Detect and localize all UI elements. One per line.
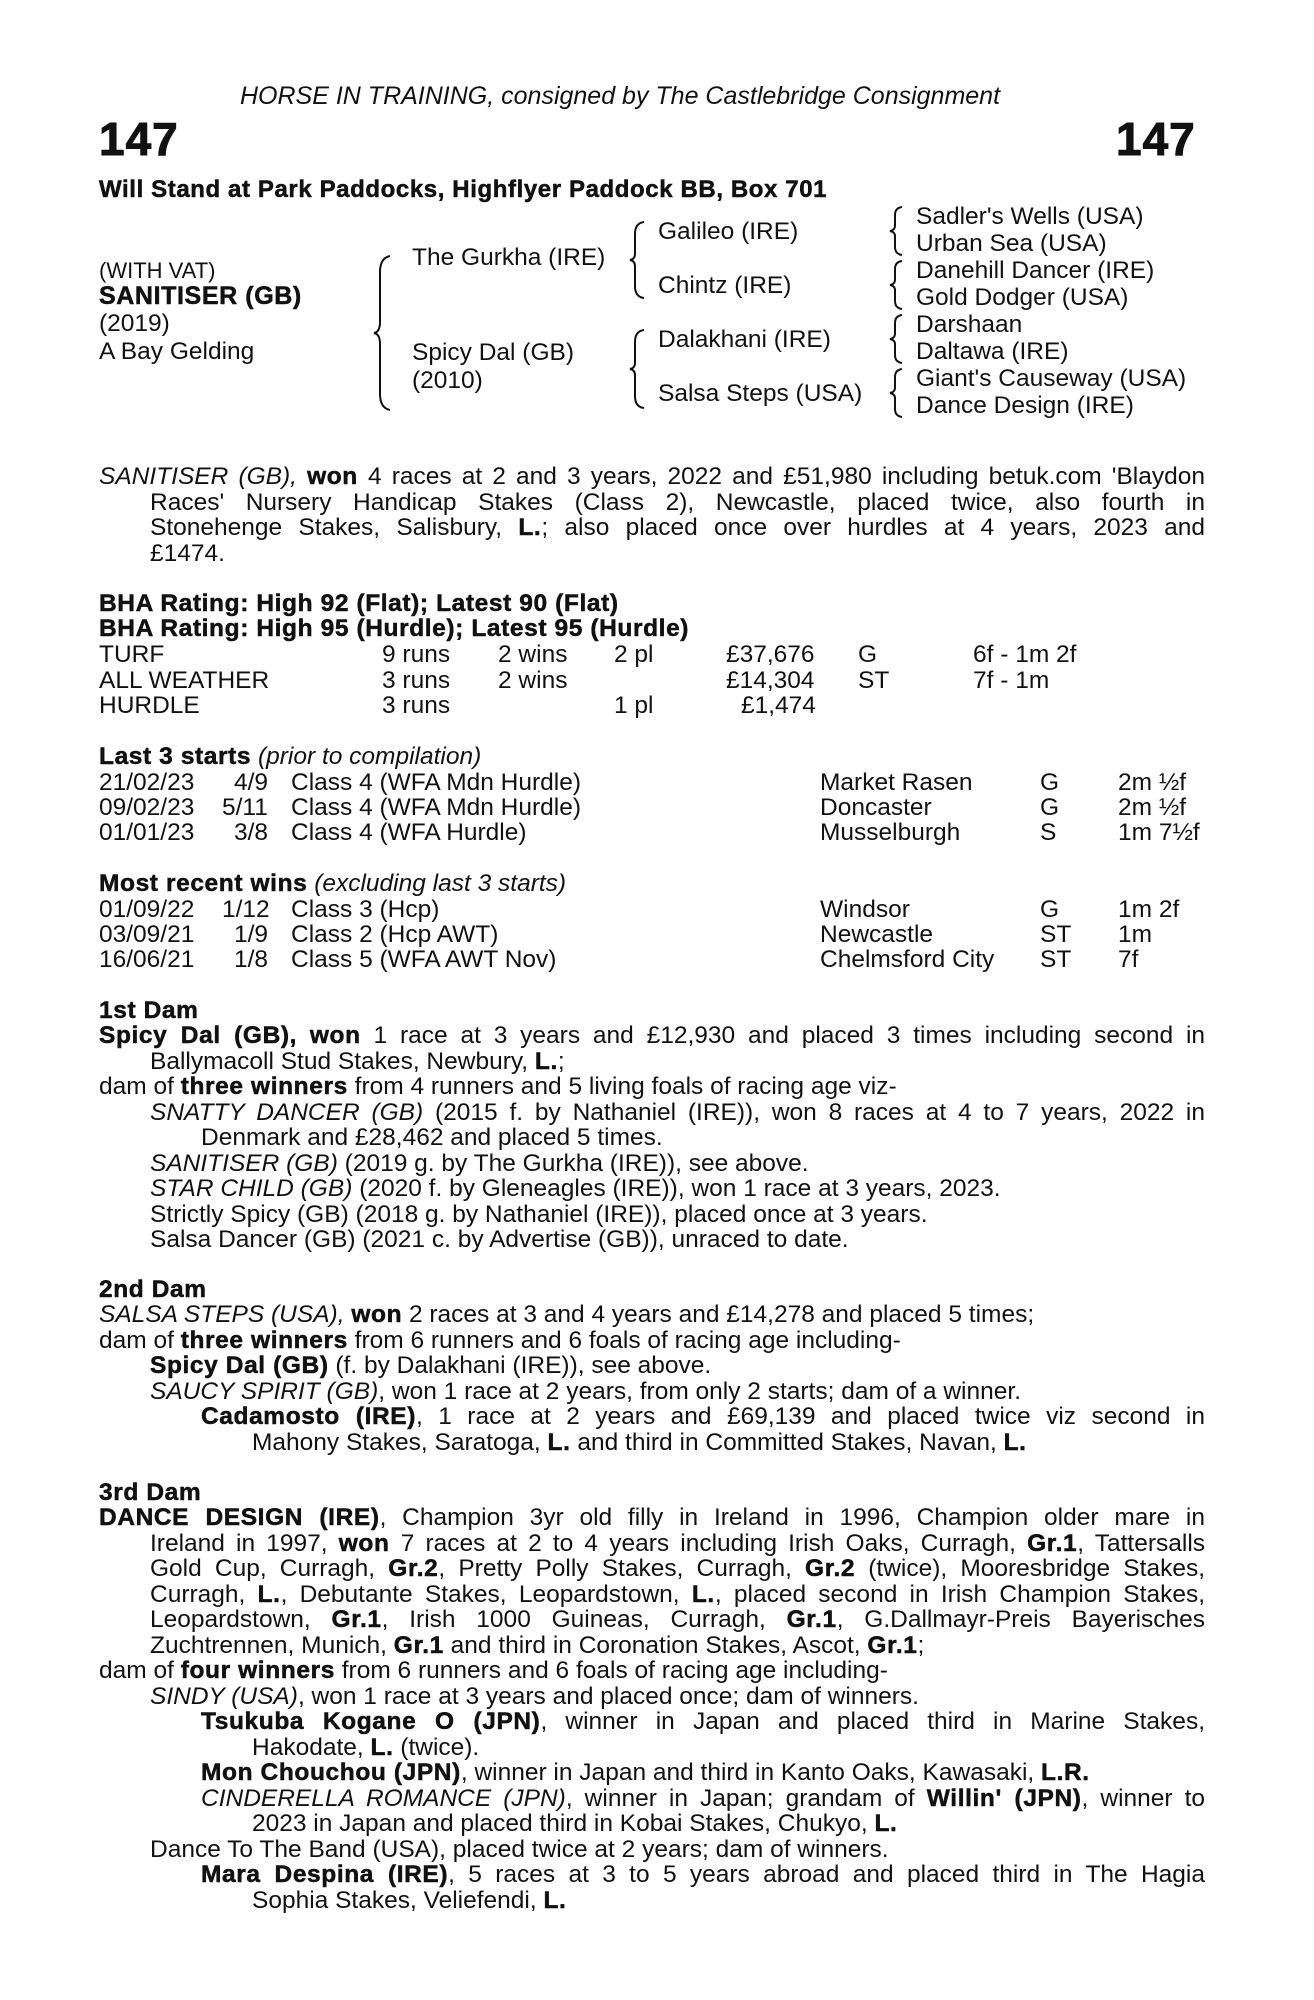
cell-placed: 1 pl [614, 692, 654, 719]
progeny-detail: (f. by Dalakhani (IRE)), see above. [335, 1352, 712, 1379]
progeny-name: Spicy Dal (GB) [150, 1352, 329, 1379]
cell-position: 5/11 [222, 794, 268, 821]
third-dam-heading: 3rd Dam [99, 1479, 202, 1506]
cell-placed: 2 pl [614, 641, 654, 668]
sire-dam: Chintz (IRE) [658, 272, 792, 299]
cell-course: Newcastle [820, 921, 934, 948]
text-run: , Tattersalls [1077, 1529, 1206, 1557]
progeny-detail: (2020 f. by Gleneagles (IRE)), won 1 race at 3 years, 2023. [359, 1175, 1001, 1202]
grand-progeny-name: Mara Despina (IRE) [201, 1861, 449, 1888]
lot-number-left: 147 [99, 113, 179, 165]
runners-foals: from 6 runners and 6 foals of racing age including- [354, 1326, 901, 1354]
text-run: , winner in Japan; grandam of [565, 1784, 915, 1812]
cell-surface: TURF [99, 641, 165, 668]
cell-surface: HURDLE [99, 692, 200, 719]
text-run: Curragh, [150, 1580, 246, 1608]
recent-title: Most recent wins [99, 870, 308, 897]
cell-race: Class 4 (WFA Mdn Hurdle) [291, 769, 581, 796]
summary-listed: L. [518, 514, 542, 541]
cell-runs: 9 runs [382, 641, 451, 668]
gg-2: Urban Sea (USA) [916, 230, 1107, 257]
bha-rating-hurdle: BHA Rating: High 95 (Hurdle); Latest 95 (Hurdle) [99, 615, 690, 642]
horse-description: A Bay Gelding [99, 338, 255, 365]
cell-course: Chelmsford City [820, 946, 995, 973]
cell-course: Musselburgh [820, 819, 961, 846]
cell-going: G [1040, 794, 1060, 821]
cell-position: 1/9 [234, 921, 269, 948]
text-run: , winner to [1081, 1784, 1206, 1812]
cell-money: £14,304 [726, 667, 815, 694]
cell-position: 3/8 [234, 819, 269, 846]
cell-race: Class 4 (WFA Mdn Hurdle) [291, 794, 581, 821]
cell-runs: 3 runs [382, 692, 451, 719]
last3-heading [99, 744, 481, 770]
grand-progeny-detail: , 5 races at 3 to 5 years abroad and placed third in The Hagia [448, 1861, 1205, 1888]
progeny-detail: (2015 f. by Nathaniel (IRE)), won 8 races at 4 to 7 years, 2022 in [435, 1098, 1205, 1126]
cell-surface: ALL WEATHER [99, 667, 270, 694]
cell-course: Windsor [820, 896, 910, 923]
text-run: (twice). [400, 1733, 480, 1761]
cell-distance: 7f - 1m [973, 667, 1050, 694]
text-run: Zuchtrennen, Munich, [150, 1631, 387, 1659]
first-dam-section [99, 1023, 1205, 1253]
last3-title: Last 3 starts [99, 743, 252, 770]
first-dam-line2: Ballymacoll Stud Stakes, Newbury, [150, 1047, 529, 1075]
grade-marker: Gr.1 [331, 1606, 382, 1633]
dam: Spicy Dal (GB) [412, 339, 575, 366]
text-run: , G.Dallmayr-Preis Bayerisches [836, 1606, 1206, 1633]
summary-line3c: ; also placed once over hurdles at 4 years, 2023 and [541, 514, 1205, 541]
cell-distance: 1m [1118, 921, 1153, 948]
semicolon: ; [557, 1047, 565, 1075]
grade-marker: Gr.1 [867, 1631, 918, 1659]
grade-marker: Gr.2 [388, 1555, 439, 1582]
gg-3: Danehill Dancer (IRE) [916, 257, 1155, 284]
summary-won: won [307, 463, 358, 490]
cell-course: Doncaster [820, 794, 932, 821]
sire-dam-brace [372, 254, 396, 412]
cell-race: Class 4 (WFA Hurdle) [291, 819, 527, 846]
text-run: Hakodate, [252, 1733, 364, 1761]
cell-distance: 2m ½f [1118, 769, 1187, 796]
sire: The Gurkha (IRE) [412, 244, 606, 271]
cell-going: G [1040, 896, 1060, 923]
gg-5: Darshaan [916, 311, 1023, 338]
dam-of: dam of [99, 1073, 174, 1100]
progeny-detail: , won 1 race at 2 years, from only 2 starts; dam of a winner. [378, 1377, 1021, 1405]
lot-number-right: 147 [1116, 113, 1196, 165]
grand-progeny-name: CINDERELLA ROMANCE (JPN) [201, 1784, 566, 1812]
listed-marker: L. [257, 1580, 281, 1608]
text-run: 7 races at 2 to 4 years including Irish Oaks, Curragh, [400, 1529, 1016, 1557]
third-dam-name: DANCE DESIGN (IRE) [99, 1504, 380, 1531]
summary-line4: £1474. [150, 539, 225, 567]
listed-marker: L. [534, 1047, 558, 1075]
third-dam-section [99, 1505, 1205, 1913]
text-run: (twice), Mooresbridge Stakes, [868, 1555, 1206, 1582]
progeny-entry: Salsa Dancer (GB) (2021 c. by Advertise (GB)), unraced to date. [150, 1226, 849, 1253]
listed-marker: L. [874, 1810, 898, 1837]
dam-line-brace [628, 328, 648, 410]
horse-year: (2019) [99, 310, 170, 337]
cell-position: 4/9 [234, 769, 269, 796]
second-dam-section [99, 1302, 1205, 1455]
listed-marker: L. [370, 1733, 394, 1761]
sire-sire: Galileo (IRE) [658, 218, 799, 245]
cell-distance: 6f - 1m 2f [973, 641, 1077, 668]
grand-progeny-name: Cadamosto (IRE) [201, 1403, 416, 1430]
winners-count: three winners [180, 1073, 348, 1100]
great-grand-progeny-name: Willin' (JPN) [926, 1784, 1082, 1812]
g-brace-1 [888, 205, 906, 257]
cell-going: G [1040, 769, 1060, 796]
recent-heading [99, 871, 566, 897]
winners-count: three winners [180, 1326, 348, 1354]
cell-going: ST [1040, 946, 1072, 973]
progeny-name: STAR CHILD (GB) [150, 1175, 353, 1202]
grade-marker: Gr.1 [786, 1606, 837, 1633]
progeny-detail: (2019 g. by The Gurkha (IRE)), see above. [344, 1149, 809, 1177]
runners-foals: from 4 runners and 5 living foals of racing age viz- [354, 1073, 897, 1100]
grand-progeny-detail: , 1 race at 2 years and £69,139 and placed twice viz second in [416, 1403, 1205, 1430]
cell-date: 09/02/23 [99, 794, 195, 821]
dam-dam: Salsa Steps (USA) [658, 380, 863, 407]
vat-note: (WITH VAT) [99, 258, 216, 283]
gg-4: Gold Dodger (USA) [916, 284, 1129, 311]
cell-going: ST [1040, 921, 1072, 948]
second-dam-name: SALSA STEPS (USA), [99, 1301, 345, 1328]
cell-race: Class 2 (Hcp AWT) [291, 921, 499, 948]
cell-position: 1/8 [234, 946, 269, 973]
listed-marker: L. [691, 1580, 715, 1608]
cell-date: 03/09/21 [99, 921, 195, 948]
cell-position: 1/12 [222, 896, 270, 923]
cell-distance: 2m ½f [1118, 794, 1187, 821]
progeny-entry: Strictly Spicy (GB) (2018 g. by Nathaniel (IRE)), placed once at 3 years. [150, 1200, 928, 1228]
text-run: Sophia Stakes, Veliefendi, [252, 1886, 537, 1914]
progeny-name: SANITISER (GB) [150, 1149, 338, 1177]
grand-progeny-name: Mon Chouchou (JPN) [201, 1759, 461, 1786]
cell-wins: 2 wins [498, 641, 568, 668]
progeny-entry: Dance To The Band (USA), placed twice at 2 years; dam of winners. [150, 1835, 889, 1863]
summary-line3a: Stonehenge Stakes, Salisbury, [150, 514, 503, 541]
won-word: won [309, 1022, 361, 1049]
gg-6: Daltawa (IRE) [916, 338, 1069, 365]
cell-distance: 1m 2f [1118, 896, 1180, 923]
horse-name: SANITISER (GB) [99, 282, 302, 310]
second-dam-heading: 2nd Dam [99, 1276, 207, 1303]
grand-progeny-detail: , winner in Japan and third in Kanto Oaks, Kawasaki, [460, 1759, 1035, 1786]
cell-date: 21/02/23 [99, 769, 195, 796]
winners-count: four winners [180, 1657, 335, 1684]
cell-date: 16/06/21 [99, 946, 195, 973]
grade-marker: Gr.2 [805, 1555, 856, 1582]
gg-7: Giant's Causeway (USA) [916, 365, 1187, 392]
dam-year: (2010) [412, 367, 483, 394]
cell-race: Class 5 (WFA AWT Nov) [291, 946, 557, 973]
cell-money: £1,474 [741, 692, 816, 719]
consignment-line: HORSE IN TRAINING, consigned by The Castlebridge Consignment [240, 82, 1001, 110]
cell-going: G [858, 641, 878, 668]
grade-marker: Gr.1 [393, 1631, 444, 1659]
cell-date: 01/09/22 [99, 896, 195, 923]
first-dam-name: Spicy Dal (GB), [99, 1022, 298, 1049]
cell-runs: 3 runs [382, 667, 451, 694]
text-run: and third in Coronation Stakes, Ascot, [450, 1631, 861, 1659]
cell-going: ST [858, 667, 890, 694]
grand-progeny-detail: , winner in Japan and placed third in Marine Stakes, [540, 1708, 1205, 1735]
runners-foals: from 6 runners and 6 foals of racing age including- [341, 1657, 888, 1684]
sire-line-brace [628, 220, 648, 300]
summary-horse: SANITISER (GB), [99, 463, 297, 490]
race-summary [99, 464, 1205, 566]
dam-of: dam of [99, 1326, 174, 1354]
first-dam-record: 1 race at 3 years and £12,930 and placed 3 times including second in [373, 1022, 1206, 1049]
listed-marker: L. [543, 1886, 567, 1914]
summary-line2: Races' Nursery Handicap Stakes (Class 2), Newcastle, placed twice, also fourth in [150, 488, 1205, 516]
cell-going: S [1040, 819, 1057, 846]
cell-wins: 2 wins [498, 667, 568, 694]
gg-1: Sadler's Wells (USA) [916, 203, 1144, 230]
g-brace-4 [888, 367, 906, 419]
grand-progeny-name: Tsukuba Kogane O (JPN) [201, 1708, 541, 1735]
gg-8: Dance Design (IRE) [916, 392, 1134, 419]
text-run: , Pretty Polly Stakes, Curragh, [438, 1555, 792, 1582]
g-brace-3 [888, 313, 906, 365]
g-brace-2 [888, 259, 906, 311]
text-run: 2023 in Japan and placed third in Kobai Stakes, Chukyo, [252, 1810, 868, 1837]
progeny-name: SNATTY DANCER (GB) [150, 1098, 424, 1126]
summary-line1: 4 races at 2 and 3 years, 2022 and £51,980 including betuk.com 'Blaydon [367, 463, 1205, 490]
listed-marker: L. [547, 1428, 571, 1456]
second-dam-record: 2 races at 3 and 4 years and £14,278 and placed 5 times; [408, 1301, 1035, 1328]
won-word: won [351, 1301, 403, 1328]
first-dam-heading: 1st Dam [99, 997, 199, 1024]
cell-money: £37,676 [726, 641, 815, 668]
cell-course: Market Rasen [820, 769, 973, 796]
text-run: , placed second in Irish Champion Stakes, [714, 1580, 1206, 1608]
grand-progeny-cont: Mahony Stakes, Saratoga, [252, 1428, 541, 1456]
listed-marker: L.R. [1041, 1759, 1090, 1786]
won-word: won [338, 1529, 390, 1557]
third-dam-line1: , Champion 3yr old filly in Ireland in 1996, Champion older mare in [379, 1504, 1205, 1531]
recent-note: (excluding last 3 starts) [314, 870, 567, 897]
progeny-name: SAUCY SPIRIT (GB) [150, 1377, 379, 1405]
progeny-detail: , won 1 race at 3 years and placed once; dam of winners. [297, 1682, 919, 1710]
dam-sire: Dalakhani (IRE) [658, 326, 831, 353]
dam-of: dam of [99, 1657, 174, 1684]
stand-location: Will Stand at Park Paddocks, Highflyer Paddock BB, Box 701 [99, 176, 828, 203]
cell-date: 01/01/23 [99, 819, 195, 846]
cell-distance: 1m 7½f [1118, 819, 1200, 846]
text-run: Leopardstown, [150, 1606, 311, 1633]
progeny-name: SINDY (USA) [150, 1682, 298, 1710]
bha-rating-flat: BHA Rating: High 92 (Flat); Latest 90 (Flat) [99, 590, 619, 617]
grade-marker: Gr.1 [1027, 1529, 1078, 1557]
text-run: ; [917, 1631, 925, 1659]
progeny-detail-cont: Denmark and £28,462 and placed 5 times. [201, 1124, 663, 1151]
grand-progeny-cont2: and third in Committed Stakes, Navan, [577, 1428, 997, 1456]
text-run: Gold Cup, Curragh, [150, 1555, 376, 1582]
cell-distance: 7f [1118, 946, 1139, 973]
listed-marker: L. [1003, 1428, 1027, 1456]
text-run: , Irish 1000 Guineas, Curragh, [381, 1606, 766, 1633]
text-run: Ireland in 1997, [150, 1529, 328, 1557]
last3-note: (prior to compilation) [257, 743, 482, 770]
text-run: , Debutante Stakes, Leopardstown, [280, 1580, 680, 1608]
cell-race: Class 3 (Hcp) [291, 896, 440, 923]
